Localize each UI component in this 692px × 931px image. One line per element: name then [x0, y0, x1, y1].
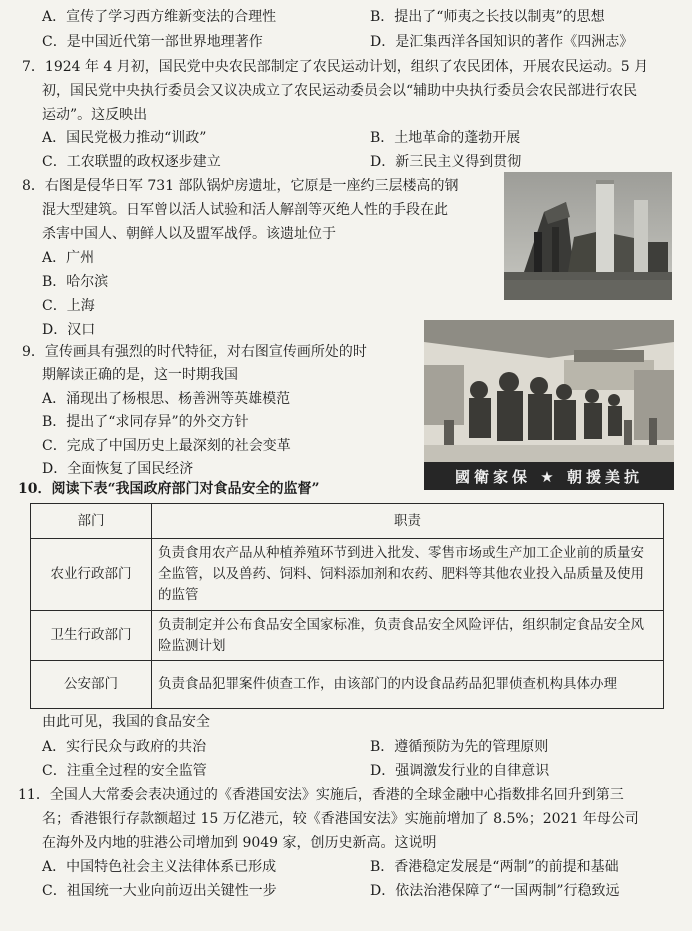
propaganda-poster — [424, 320, 674, 490]
q10-option-c: C．注重全过程的安全监管 — [42, 763, 207, 779]
q7-stem-line2: 初，国民党中央执行委员会又议决成立了农民运动委员会以“辅助中央执行委员会农民部进行农民 — [42, 83, 638, 99]
q8-option-d: D．汉口 — [42, 322, 96, 338]
table-header-duty: 职责 — [152, 504, 664, 539]
q8-stem-line3: 杀害中国人、朝鲜人以及盟军战俘。该遗址位于 — [42, 226, 336, 242]
q8-option-c: C．上海 — [42, 298, 95, 314]
q8-stem-line2: 混大型建筑。日军曾以活人试验和活人解剖等灭绝人性的手段在此 — [42, 202, 448, 218]
q11-option-d: D．依法治港保障了“一国两制”行稳致远 — [370, 883, 620, 899]
q10-option-d: D．强调激发行业的自律意识 — [370, 763, 550, 779]
table-row — [31, 539, 664, 611]
table-cell-dept: 公安部门 — [31, 661, 152, 709]
q9-stem-line2: 期解读正确的是，这一时期我国 — [42, 367, 238, 383]
q10-option-a: A．实行民众与政府的共治 — [42, 739, 207, 755]
q7-option-b: B．土地革命的蓬勃开展 — [370, 130, 521, 146]
table-cell-duty: 负责食品犯罪案件侦查工作，由该部门的内设食品药品犯罪侦查机构具体办理 — [152, 661, 664, 709]
table-cell-duty: 负责制定并公布食品安全国家标准，负责食品安全风险评估，组织制定食品安全风险监测计划 — [152, 611, 664, 661]
table-header-dept: 部门 — [31, 504, 152, 539]
q11-stem-line3: 在海外及内地的驻港公司增加到 9049 家，创历史新高。这说明 — [42, 835, 437, 851]
poster-caption: 國衛家保 ★ 朝援美抗 — [424, 462, 674, 490]
q11-option-a: A．中国特色社会主义法律体系已形成 — [42, 859, 277, 875]
boiler-room-ruins-photo — [504, 172, 672, 300]
q7-option-c: C．工农联盟的政权逐步建立 — [42, 154, 221, 170]
q10-conclusion: 由此可见，我国的食品安全 — [42, 714, 210, 730]
q9-option-b: B．提出了“求同存异”的外交方针 — [42, 414, 249, 430]
table-cell-duty: 负责食用农产品从种植养殖环节到进入批发、零售市场或生产加工企业前的质量安全监管，以及兽药、饲料、饲料添加剂和农药、肥料等其他农业投入品质量及使用的监管 — [152, 539, 664, 611]
table-cell-dept: 卫生行政部门 — [31, 611, 152, 661]
table-row — [31, 661, 664, 709]
q6-option-d: D．是汇集西洋各国知识的著作《四洲志》 — [370, 34, 634, 50]
q8-option-b: B．哈尔滨 — [42, 274, 109, 290]
q7-option-a: A．国民党极力推动“训政” — [42, 130, 207, 146]
q7-stem-line1: 7．1924 年 4 月初，国民党中央农民部制定了农民运动计划，组织了农民团体，开展农民运动。5 月 — [22, 59, 649, 75]
q6-option-b: B．提出了“师夷之长技以制夷”的思想 — [370, 9, 605, 25]
q11-stem-line1: 11．全国人大常委会表决通过的《香港国安法》实施后，香港的全球金融中心指数排名回升到第三 — [18, 787, 624, 803]
q8-option-a: A．广州 — [42, 250, 95, 266]
q11-stem-line2: 名；香港银行存款额超过 15 万亿港元，较《香港国安法》实施前增加了 8.5%；2021 年母公司 — [42, 811, 639, 827]
table-cell-dept: 农业行政部门 — [31, 539, 152, 611]
q6-option-a: A．宣传了学习西方维新变法的合理性 — [42, 9, 277, 25]
q11-option-c: C．祖国统一大业向前迈出关键性一步 — [42, 883, 277, 899]
q8-stem-line1: 8．右图是侵华日军 731 部队锅炉房遗址，它原是一座约三层楼高的钢 — [22, 178, 459, 194]
food-safety-table — [30, 503, 664, 709]
table-row — [31, 611, 664, 661]
table-header-row — [31, 504, 664, 539]
q7-stem-line3: 运动”。这反映出 — [42, 107, 148, 123]
q6-option-c: C．是中国近代第一部世界地理著作 — [42, 34, 263, 50]
q9-option-c: C．完成了中国历史上最深刻的社会变革 — [42, 438, 291, 454]
q10-stem: 10．阅读下表“我国政府部门对食品安全的监督” — [18, 481, 320, 497]
q9-option-d: D．全面恢复了国民经济 — [42, 461, 194, 477]
q11-option-b: B．香港稳定发展是“两制”的前提和基础 — [370, 859, 619, 875]
q10-option-b: B．遵循预防为先的管理原则 — [370, 739, 549, 755]
q9-option-a: A．涌现出了杨根思、杨善洲等英雄模范 — [42, 391, 291, 407]
q9-stem-line1: 9．宣传画具有强烈的时代特征，对右图宣传画所处的时 — [22, 344, 367, 360]
q7-option-d: D．新三民主义得到贯彻 — [370, 154, 522, 170]
